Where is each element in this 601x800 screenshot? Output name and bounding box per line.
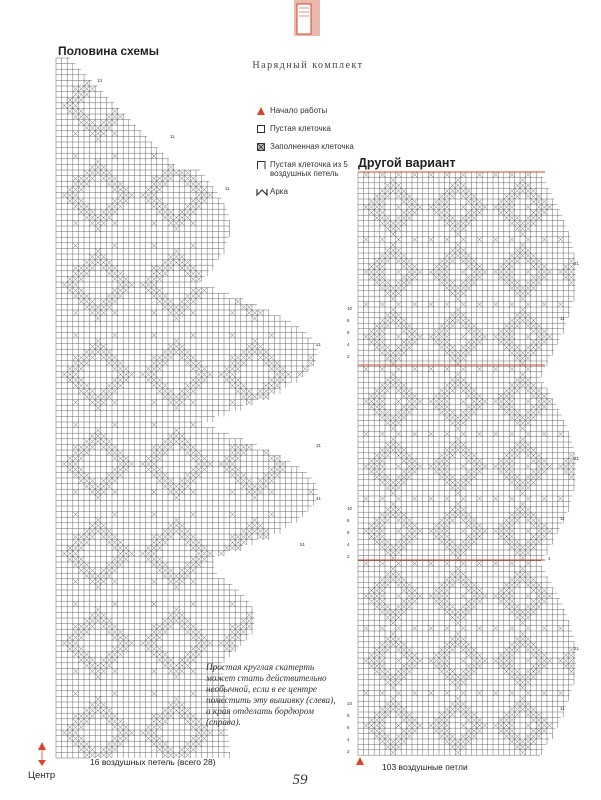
right-right-row-number: 11 <box>560 706 565 711</box>
page-number: 59 <box>292 772 308 788</box>
right-left-row-number: 2 <box>347 354 350 359</box>
legend-item-filled <box>256 142 366 151</box>
right-left-row-number: 2 <box>347 554 350 559</box>
right-left-row-number: 4 <box>347 542 350 547</box>
right-left-row-number: 10 <box>347 506 353 511</box>
left-row-number: 51 <box>300 542 306 547</box>
right-chart-title: Другой вариант <box>358 156 456 170</box>
legend-item-arch <box>256 187 366 196</box>
right-left-row-number: 8 <box>347 318 350 323</box>
legend-label: Пустая клеточка <box>270 124 331 133</box>
running-header: Нарядный комплект <box>252 60 364 71</box>
legend-item-wide <box>256 160 366 178</box>
right-right-row-number: 1 <box>548 556 551 561</box>
caption: Простая круглая скатерть может стать действительно необычной, если в ее центре поместить эту вышивку (слева), а края отделать бордюром (справа). <box>206 662 336 727</box>
right-left-row-number: 8 <box>347 713 350 718</box>
empty-square-icon <box>256 124 266 134</box>
start-marker-icon <box>356 757 364 765</box>
legend-label: Арка <box>270 187 288 196</box>
red-triangle-icon <box>256 106 266 116</box>
right-right-row-number: 11 <box>560 516 565 521</box>
wide-empty-cell-icon <box>256 160 266 170</box>
right-left-row-number: 4 <box>347 342 350 347</box>
right-left-row-number: 10 <box>347 701 353 706</box>
right-left-row-number: 6 <box>347 725 350 730</box>
left-row-number: 31 <box>316 443 322 448</box>
right-right-row-number: 11 <box>560 316 565 321</box>
right-right-row-number: 21 <box>574 456 580 461</box>
right-left-row-number: 10 <box>347 306 353 311</box>
legend <box>256 106 366 205</box>
left-row-number: 13 <box>97 78 103 83</box>
right-left-row-number: 6 <box>347 530 350 535</box>
left-row-number: 11 <box>225 186 230 191</box>
right-left-row-number: 6 <box>347 330 350 335</box>
right-right-row-number: 21 <box>574 646 580 651</box>
right-left-row-number: 4 <box>347 737 350 742</box>
right-right-row-number: 21 <box>574 261 580 266</box>
center-label: Центр <box>28 770 56 781</box>
left-row-number: 21 <box>316 342 322 347</box>
filled-square-icon <box>256 142 266 152</box>
arch-icon <box>256 187 266 197</box>
legend-label: Пустая клеточка из 5 воздушных петель <box>270 160 348 178</box>
left-chart-title: Половина схемы <box>58 44 159 58</box>
legend-label: Начало работы <box>270 106 328 115</box>
left-bottom-label: 16 воздушных петель (всего 28) <box>90 757 216 767</box>
legend-label: Заполненная клеточка <box>270 142 354 151</box>
left-row-number: 11 <box>170 134 175 139</box>
right-bottom-label: 103 воздушные петли <box>382 762 468 772</box>
legend-item-empty <box>256 124 366 133</box>
legend-item-start <box>256 106 366 115</box>
right-left-row-number: 2 <box>347 749 350 754</box>
left-row-number: 41 <box>316 496 322 501</box>
right-grid-cells <box>358 172 576 755</box>
right-left-row-number: 8 <box>347 518 350 523</box>
